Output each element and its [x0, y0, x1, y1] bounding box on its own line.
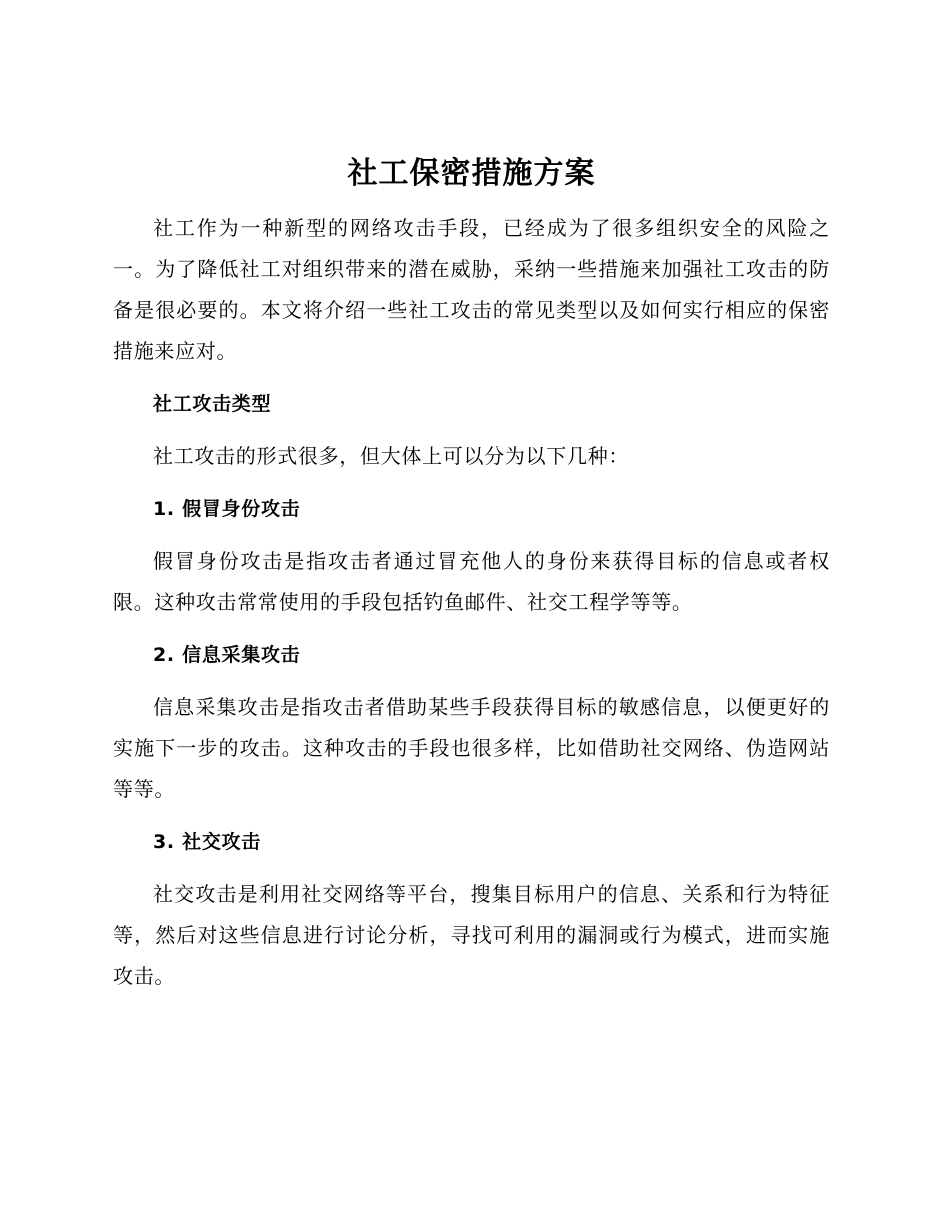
- item-body-3: 社交攻击是利用社交网络等平台，搜集目标用户的信息、关系和行为特征等，然后对这些信息进行讨论分析，寻找可利用的漏洞或行为模式，进而实施攻击。: [113, 882, 830, 988]
- item-body-1: 假冒身份攻击是指攻击者通过冒充他人的身份来获得目标的信息或者权限。这种攻击常常使用的手段包括钓鱼邮件、社交工程学等等。: [113, 549, 830, 614]
- document-page: [113, 150, 830, 1009]
- item-heading-3: 3. 社交攻击: [153, 831, 261, 853]
- intro-paragraph: 社工作为一种新型的网络攻击手段，已经成为了很多组织安全的风险之一。为了降低社工对组织带来的潜在威胁，采纳一些措施来加强社工攻击的防备是很必要的。本文将介绍一些社工攻击的常见类型以及如何实行相应的保密措施来应对。: [113, 216, 830, 363]
- document-title: 社工保密措施方案: [347, 156, 596, 191]
- section-intro-paragraph: 社工攻击的形式很多，但大体上可以分为以下几种：: [153, 444, 630, 468]
- item-heading-1: 1. 假冒身份攻击: [153, 498, 301, 520]
- section-heading: 社工攻击类型: [153, 393, 272, 415]
- item-heading-2: 2. 信息采集攻击: [153, 644, 301, 666]
- item-body-2: 信息采集攻击是指攻击者借助某些手段获得目标的敏感信息，以便更好的实施下一步的攻击。这种攻击的手段也很多样，比如借助社交网络、伪造网站等等。: [113, 695, 830, 801]
